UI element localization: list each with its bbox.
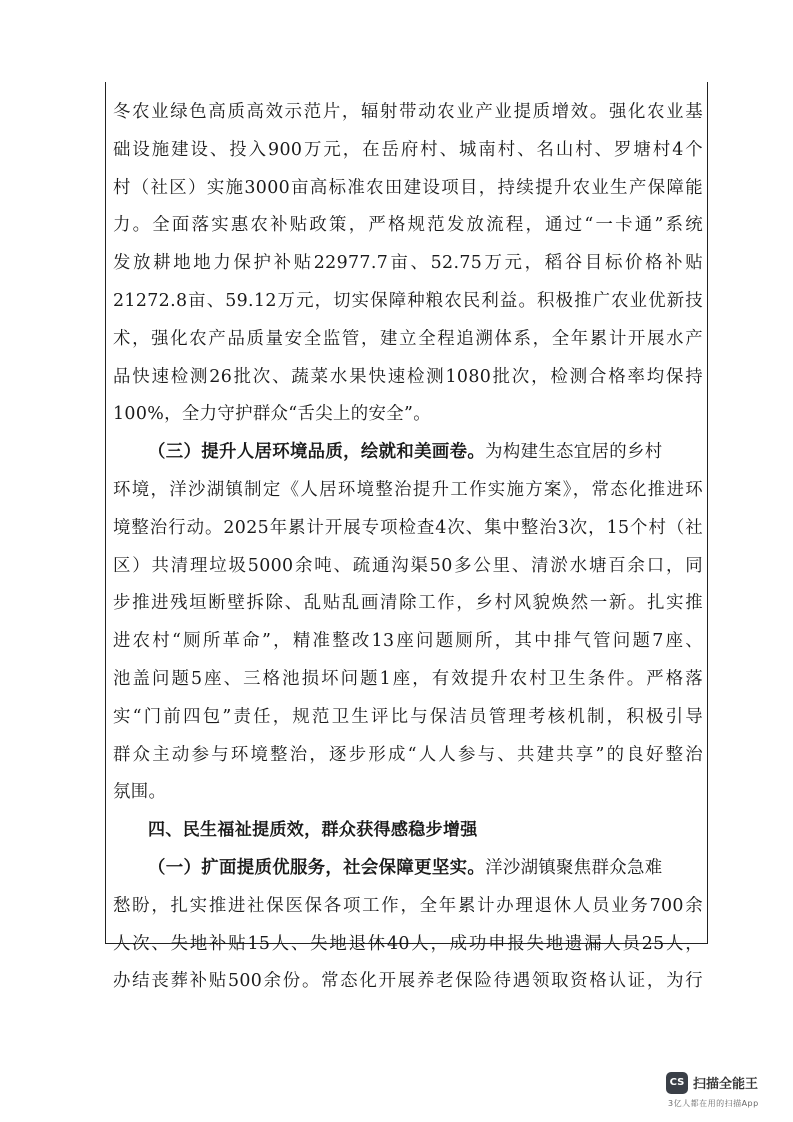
paragraph-line: 力。全面落实惠农补贴政策，严格规范发放流程，通过“一卡通”系统 bbox=[113, 215, 703, 236]
sub-heading-1-lead: 洋沙湖镇聚焦群众急难 bbox=[485, 857, 663, 878]
sub-heading-line-3 bbox=[113, 434, 703, 472]
paragraph-line: 氛围。 bbox=[113, 782, 167, 803]
paragraph-line: 进农村“厕所革命”，精准整改13座问题厕所，其中排气管问题7座、 bbox=[113, 631, 703, 652]
paragraph-line: 冬农业绿色高质高效示范片，辐射带动农业产业提质增效。强化农业基 bbox=[113, 102, 703, 122]
document-body bbox=[113, 94, 703, 1001]
paragraph-line: 办结丧葬补贴500余份。常态化开展养老保险待遇领取资格认证，为行 bbox=[113, 971, 703, 992]
sub-heading-3-title: 提升人居环境品质，绘就和美画卷。 bbox=[201, 442, 486, 463]
camscanner-logo-icon: CS bbox=[666, 1072, 688, 1094]
watermark-app-name: 扫描全能王 bbox=[693, 1077, 759, 1092]
scanner-watermark bbox=[666, 1070, 781, 1112]
paragraph-line: 人次、失地补贴15人、失地退休40人，成功申报失地遗漏人员25人， bbox=[113, 933, 703, 954]
watermark-tagline: 3亿人都在用的扫描App bbox=[668, 1099, 759, 1108]
paragraph-line: 100%，全力守护群众“舌尖上的安全”。 bbox=[113, 404, 431, 425]
paragraph-line: 群众主动参与环境整治，逐步形成“人人参与、共建共享”的良好整治 bbox=[113, 744, 703, 765]
paragraph-line: 21272.8亩、59.12万元，切实保障种粮农民利益。积极推广农业优新技 bbox=[113, 290, 703, 311]
paragraph-line: 术，强化农产品质量安全监管，建立全程追溯体系，全年累计开展水产 bbox=[113, 328, 703, 349]
sub-heading-line-1 bbox=[113, 850, 703, 888]
sub-heading-3-lead: 为构建生态宜居的乡村 bbox=[485, 442, 663, 463]
paragraph-line: 愁盼，扎实推进社保医保各项工作，全年累计办理退休人员业务700余 bbox=[113, 895, 703, 916]
paragraph-line: 发放耕地地力保护补贴22977.7亩、52.75万元，稻谷目标价格补贴 bbox=[113, 253, 703, 274]
paragraph-line: 区）共清理垃圾5000余吨、疏通沟渠50多公里、清淤水塘百余口，同 bbox=[113, 555, 703, 576]
paragraph-line: 环境，洋沙湖镇制定《人居环境整治提升工作实施方案》，常态化推进环 bbox=[113, 479, 703, 500]
sub-heading-1-number: （一） bbox=[148, 857, 202, 878]
paragraph-line: 池盖问题5座、三格池损坏问题1座，有效提升农村卫生条件。严格落 bbox=[113, 668, 703, 689]
paragraph-line: 步推进残垣断壁拆除、乱贴乱画清除工作，乡村风貌焕然一新。扎实推 bbox=[113, 593, 703, 614]
section-heading-4: 四、民生福祉提质效，群众获得感稳步增强 bbox=[148, 820, 478, 841]
sub-heading-3-number: （三） bbox=[148, 442, 202, 463]
sub-heading-1-title: 扩面提质优服务，社会保障更坚实。 bbox=[201, 857, 486, 878]
paragraph-line: 础设施建设、投入900万元，在岳府村、城南村、名山村、罗塘村4个 bbox=[113, 139, 703, 160]
paragraph-line: 境整治行动。2025年累计开展专项检查4次、集中整治3次，15个村（社 bbox=[113, 517, 703, 538]
paragraph-line: 村（社区）实施3000亩高标准农田建设项目，持续提升农业生产保障能 bbox=[113, 177, 703, 198]
paragraph-line: 实“门前四包”责任，规范卫生评比与保洁员管理考核机制，积极引导 bbox=[113, 706, 703, 727]
paragraph-line: 品快速检测26批次、蔬菜水果快速检测1080批次，检测合格率均保持 bbox=[113, 366, 703, 387]
